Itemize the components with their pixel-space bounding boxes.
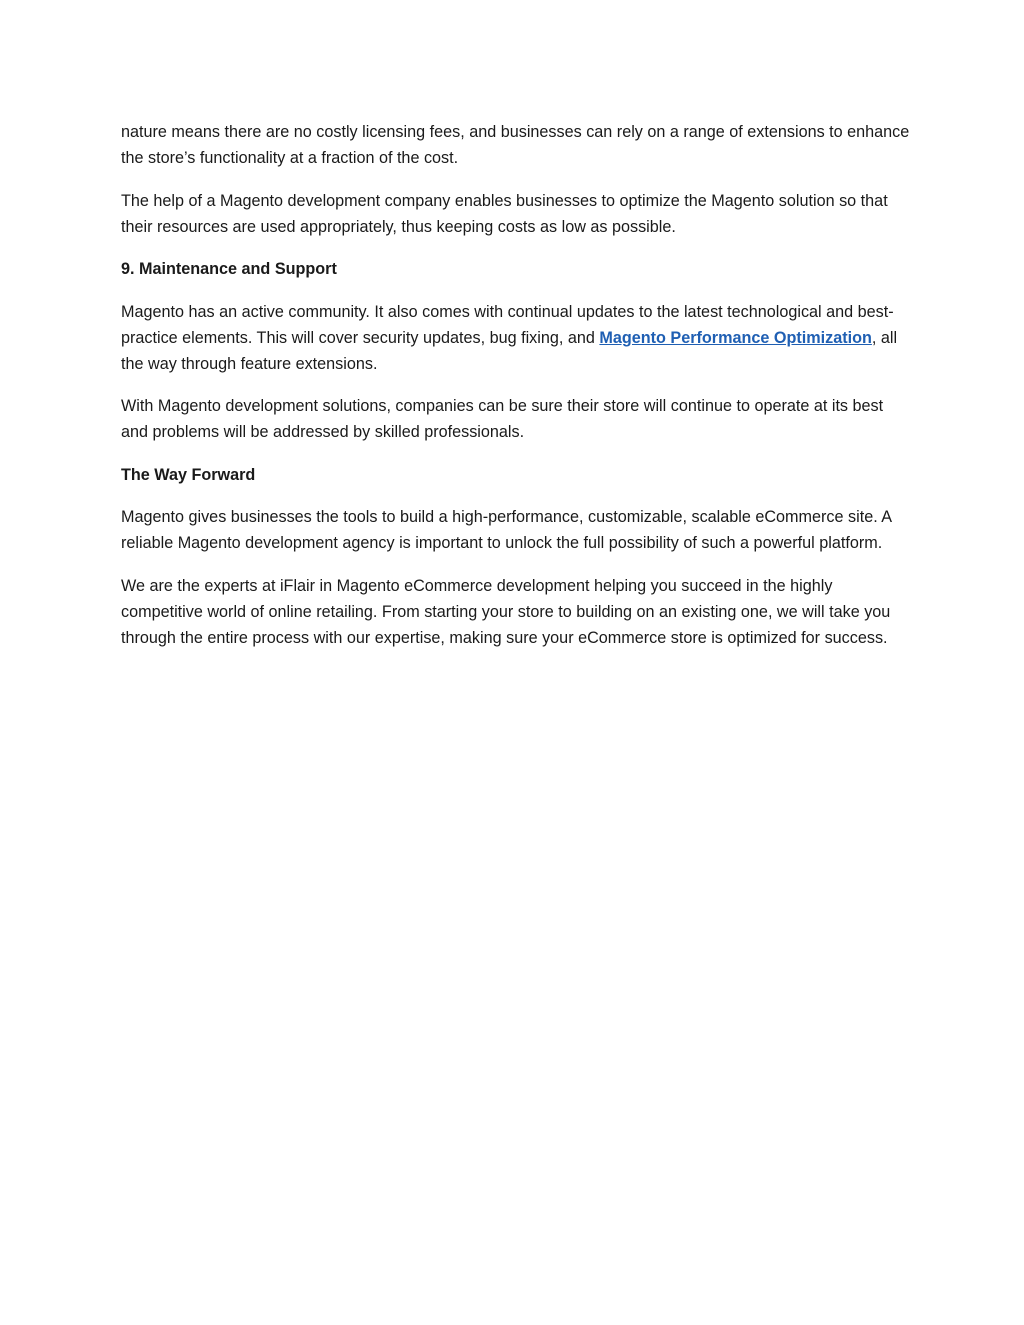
paragraph-community [121,299,911,377]
document-body [121,119,911,667]
paragraph-development-company: The help of a Magento development company enables businesses to optimize the Magento solution so that their resources are used appropriately, thus keeping costs as low as possible. [121,191,888,236]
link-magento-performance-optimization[interactable]: Magento Performance Optimization [599,328,872,347]
heading-way-forward: The Way Forward [121,465,256,484]
heading-maintenance-support: 9. Maintenance and Support [121,260,337,278]
paragraph-community-text-start: Magento has an active community. It also comes with continual updates to the latest technological and best-practice elements. This will cover security updates, bug fixing, and [121,302,894,347]
paragraph-tools: Magento gives businesses the tools to build a high-performance, customizable, scalable eCommerce site. A reliable Magento development agency is important to unlock the full possibility of such a powerful platform. [121,508,892,552]
paragraph-experts: We are the experts at iFlair in Magento eCommerce development helping you succeed in the highly competitive world of online retailing. From starting your store to building on an existing one, we will take you through the entire process with our expertise, making sure your eCommerce store is optimized for success. [121,576,891,647]
paragraph-development-solutions: With Magento development solutions, companies can be sure their store will continue to operate at its best and problems will be addressed by skilled professionals. [121,397,884,441]
paragraph-licensing: nature means there are no costly licensing fees, and businesses can rely on a range of extensions to enhance the store’s functionality at a fraction of the cost. [121,123,910,167]
paragraph-community-text-end: , all the way through feature extensions. [121,328,898,373]
